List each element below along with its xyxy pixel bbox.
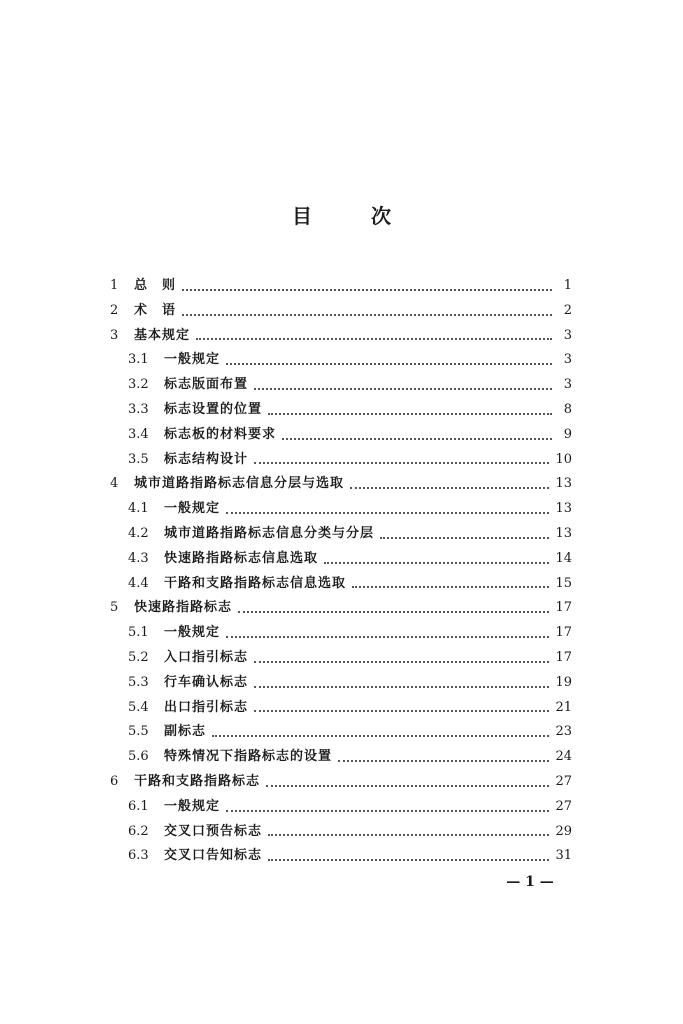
toc-entry-title: 标志结构设计 bbox=[164, 451, 249, 467]
toc-entry[interactable] bbox=[110, 770, 572, 795]
toc-entry-number: 6 bbox=[110, 773, 119, 789]
toc-entry-number: 3.2 bbox=[128, 377, 149, 393]
toc-entry[interactable] bbox=[110, 596, 572, 621]
dot-leader bbox=[226, 362, 552, 365]
toc-entry[interactable] bbox=[110, 646, 572, 671]
dot-leader bbox=[182, 313, 552, 316]
toc-entry[interactable] bbox=[110, 373, 572, 398]
toc-entry-number: 5.1 bbox=[128, 625, 149, 641]
dot-leader bbox=[266, 784, 549, 787]
toc-entry[interactable] bbox=[110, 745, 572, 770]
toc-entry[interactable] bbox=[110, 423, 572, 448]
toc-entry-title: 标志设置的位置 bbox=[164, 401, 263, 417]
toc-entry[interactable] bbox=[110, 324, 572, 349]
toc-entry-number: 5.4 bbox=[128, 699, 149, 715]
toc-entry-number: 5.5 bbox=[128, 724, 149, 740]
toc-entry-number: 3.4 bbox=[128, 426, 149, 442]
toc-entry-page: 19 bbox=[555, 674, 572, 690]
dot-leader bbox=[268, 858, 549, 861]
toc-entry-number: 5.3 bbox=[128, 674, 149, 690]
toc-entry-page: 8 bbox=[563, 401, 572, 417]
toc-entry-title: 标志板的材料要求 bbox=[164, 426, 277, 442]
toc-entry-title: 术 语 bbox=[134, 302, 177, 318]
toc-entry-number: 4.3 bbox=[128, 550, 149, 566]
toc-entry-title: 交叉口预告标志 bbox=[164, 823, 263, 839]
toc-entry-page: 27 bbox=[555, 798, 572, 814]
toc-entry-title: 快速路指路标志 bbox=[134, 600, 233, 616]
dot-leader bbox=[268, 412, 552, 415]
toc-entry[interactable] bbox=[110, 820, 572, 845]
toc-entry[interactable] bbox=[110, 448, 572, 473]
toc-entry-title: 标志版面布置 bbox=[164, 377, 249, 393]
toc-entry-number: 1 bbox=[110, 278, 119, 293]
toc-entry-page: 1 bbox=[563, 278, 572, 293]
toc-entry-page: 13 bbox=[555, 476, 572, 492]
page-number: — 1 — bbox=[506, 874, 554, 890]
toc-entry-number: 4.1 bbox=[128, 501, 149, 517]
toc-entry-title: 一般规定 bbox=[164, 352, 221, 368]
toc-entry-page: 17 bbox=[555, 600, 572, 616]
dot-leader bbox=[254, 461, 549, 464]
toc-entry-page: 14 bbox=[555, 550, 572, 566]
dot-leader bbox=[254, 685, 549, 688]
dot-leader bbox=[226, 809, 549, 812]
toc-entry-number: 4 bbox=[110, 476, 119, 492]
toc-entry-page: 10 bbox=[555, 451, 572, 467]
toc-entry[interactable] bbox=[110, 398, 572, 423]
toc-entry-number: 5.2 bbox=[128, 649, 149, 665]
toc-entry[interactable] bbox=[110, 299, 572, 324]
toc-entry-number: 3.3 bbox=[128, 401, 149, 417]
toc-entry[interactable] bbox=[110, 472, 572, 497]
toc-entry-number: 5.6 bbox=[128, 749, 149, 765]
dot-leader bbox=[226, 511, 549, 514]
toc-entry-title: 干路和支路指路标志信息选取 bbox=[164, 575, 347, 591]
toc-entry-number: 3 bbox=[110, 327, 119, 343]
toc-entry-title: 交叉口告知标志 bbox=[164, 848, 263, 864]
toc-entry-page: 23 bbox=[555, 724, 572, 740]
toc-entry-number: 6.3 bbox=[128, 848, 149, 864]
toc-entry-title: 基本规定 bbox=[134, 327, 191, 343]
toc-entry-title: 城市道路指路标志信息分层与选取 bbox=[134, 476, 345, 492]
toc-entry[interactable] bbox=[110, 671, 572, 696]
dot-leader bbox=[226, 635, 549, 638]
dot-leader bbox=[338, 759, 549, 762]
toc-entry-number: 2 bbox=[110, 302, 119, 318]
table-of-contents bbox=[110, 274, 572, 869]
toc-entry[interactable] bbox=[110, 497, 572, 522]
toc-entry[interactable] bbox=[110, 720, 572, 745]
toc-entry[interactable] bbox=[110, 274, 572, 299]
toc-entry-page: 21 bbox=[555, 699, 572, 715]
toc-entry-number: 4.4 bbox=[128, 575, 149, 591]
dot-leader bbox=[282, 437, 552, 440]
toc-entry-title: 副标志 bbox=[164, 724, 207, 740]
dot-leader bbox=[352, 585, 549, 588]
toc-entry-number: 6.1 bbox=[128, 798, 149, 814]
toc-entry-title: 行车确认标志 bbox=[164, 674, 249, 690]
toc-entry-title: 入口指引标志 bbox=[164, 649, 249, 665]
toc-entry-page: 13 bbox=[555, 501, 572, 517]
toc-entry-page: 29 bbox=[555, 823, 572, 839]
toc-entry-title: 城市道路指路标志信息分类与分层 bbox=[164, 525, 375, 541]
toc-entry-number: 3.1 bbox=[128, 352, 149, 368]
toc-entry-title: 干路和支路指路标志 bbox=[134, 773, 261, 789]
toc-entry-page: 27 bbox=[555, 773, 572, 789]
dot-leader bbox=[254, 709, 549, 712]
toc-entry-page: 15 bbox=[555, 575, 572, 591]
dot-leader bbox=[268, 833, 549, 836]
toc-entry[interactable] bbox=[110, 572, 572, 597]
toc-entry[interactable] bbox=[110, 522, 572, 547]
toc-entry[interactable] bbox=[110, 348, 572, 373]
toc-entry-number: 5 bbox=[110, 600, 119, 616]
toc-entry-page: 17 bbox=[555, 649, 572, 665]
toc-entry-title: 一般规定 bbox=[164, 625, 221, 641]
toc-entry-title: 一般规定 bbox=[164, 501, 221, 517]
toc-entry-title: 快速路指路标志信息选取 bbox=[164, 550, 319, 566]
toc-entry[interactable] bbox=[110, 621, 572, 646]
dot-leader bbox=[238, 610, 549, 613]
toc-entry-page: 3 bbox=[563, 352, 572, 368]
page-title: 目 次 bbox=[292, 204, 417, 228]
toc-entry-title: 特殊情况下指路标志的设置 bbox=[164, 749, 333, 765]
dot-leader bbox=[212, 734, 549, 737]
dot-leader bbox=[182, 288, 552, 291]
toc-entry[interactable] bbox=[110, 547, 572, 572]
toc-entry-number: 3.5 bbox=[128, 451, 149, 467]
toc-entry-page: 13 bbox=[555, 525, 572, 541]
dot-leader bbox=[380, 536, 549, 539]
toc-entry-page: 3 bbox=[563, 377, 572, 393]
toc-entry[interactable] bbox=[110, 844, 572, 869]
toc-entry[interactable] bbox=[110, 696, 572, 721]
toc-entry-page: 3 bbox=[563, 327, 572, 343]
toc-entry-title: 一般规定 bbox=[164, 798, 221, 814]
dot-leader bbox=[196, 337, 552, 340]
dot-leader bbox=[350, 486, 549, 489]
toc-entry-page: 2 bbox=[563, 302, 572, 318]
toc-entry-page: 9 bbox=[563, 426, 572, 442]
toc-entry-number: 4.2 bbox=[128, 525, 149, 541]
toc-entry-title: 出口指引标志 bbox=[164, 699, 249, 715]
dot-leader bbox=[254, 387, 552, 390]
toc-entry-page: 31 bbox=[555, 848, 572, 864]
dot-leader bbox=[324, 561, 549, 564]
toc-entry-page: 17 bbox=[555, 625, 572, 641]
toc-entry-title: 总 则 bbox=[134, 278, 177, 293]
toc-entry-page: 24 bbox=[555, 749, 572, 765]
dot-leader bbox=[254, 660, 549, 663]
toc-entry-number: 6.2 bbox=[128, 823, 149, 839]
toc-entry[interactable] bbox=[110, 795, 572, 820]
